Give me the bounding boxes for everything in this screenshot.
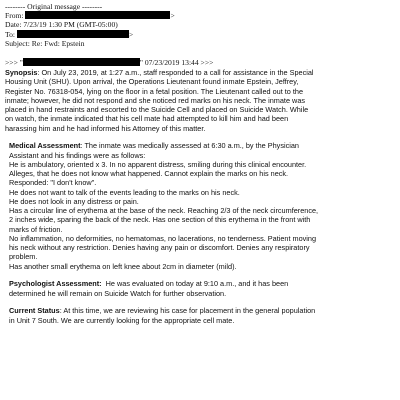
medical-line: He is ambulatory, oriented x 3. In no apparent distress, smiling during this clinical encounter.	[9, 159, 307, 169]
message-body	[5, 68, 397, 325]
synopsis-line: inmate; however, he did not respond and she noticed red marks on his neck. The inmate was	[5, 95, 306, 105]
email-document	[5, 2, 397, 325]
current-status-line: : At this time, we are reviewing his case for placement in the general population	[59, 306, 316, 316]
current-status-section	[5, 306, 397, 325]
current-status-line: in Unit 7 South. We are currently looking for the appropriate cell mate.	[9, 315, 235, 325]
psychologist-label: Psychologist Assessment:	[9, 279, 102, 289]
to-trail: >	[128, 29, 134, 39]
redacted-forward-sender	[23, 58, 140, 66]
medical-line: Responded: "I don't know".	[9, 178, 97, 188]
synopsis-line: harassing him and he had informed his Attorney of this matter.	[5, 123, 206, 133]
email-header	[5, 2, 397, 67]
psychologist-line: He was evaluated on today at 9:10 a.m., and it has been	[101, 279, 289, 289]
current-status-label: Current Status	[9, 306, 60, 316]
to-label: To:	[5, 29, 16, 39]
subject-line: Subject: Re: Fwd: Epstein	[5, 38, 85, 48]
forward-prefix: >>> "	[5, 58, 23, 68]
medical-line: his neck without any restriction. Denies having any pain or discomfort. Denies any respiratory	[9, 243, 310, 253]
synopsis-section	[5, 68, 397, 133]
forward-header	[5, 58, 397, 67]
medical-line: 2 inches wide, sparing the back of the neck. Has one section of this erythema in the front with	[9, 215, 311, 225]
medical-line: Alleges, that he does not know what happened. Cannot explain the marks on his neck.	[9, 169, 289, 179]
medical-line: He does not look in any distress or pain.	[9, 196, 139, 206]
medical-line: Has a circular line of erythema at the base of the neck. Reaching 2/3 of the neck circumference,	[9, 206, 319, 216]
synopsis-label: Synopsis	[5, 68, 38, 78]
medical-line: Has another small erythema on left knee about 2cm in diameter (mild).	[9, 261, 237, 271]
synopsis-line: placed in hand restraints and escorted to the Suicide Cell and placed on Suicide Watch. While	[5, 105, 309, 115]
from-label: From:	[5, 11, 24, 21]
date-line: Date: 7/23/19 1:30 PM (GMT-05:00)	[5, 20, 118, 30]
forward-suffix: " 07/23/2019 13:44 >>>	[139, 58, 214, 68]
medical-line: Assistant and his findings were as follows:	[9, 150, 146, 160]
synopsis-line: : On July 23, 2019, at 1:27 a.m., staff responded to a call for assistance in the Special	[37, 68, 314, 78]
to-line	[5, 30, 397, 39]
medical-line: problem.	[9, 252, 38, 262]
redacted-to-address	[17, 30, 129, 38]
synopsis-line: Housing Unit (SHU). Upon arrival, the Operations Lieutenant found inmate Epstein, Jeffrey,	[5, 77, 299, 87]
medical-label: Medical Assessment	[9, 141, 81, 151]
medical-section	[5, 141, 397, 271]
from-line	[5, 11, 397, 20]
original-message-label: -------- Original message --------	[5, 2, 103, 11]
medical-line: No inflammation, no deformities, no hematomas, no lacerations, no tenderness. Patient moving	[9, 233, 317, 243]
medical-line: marks of friction.	[9, 224, 63, 234]
redacted-from-address	[25, 11, 170, 19]
medical-line: He does not want to talk of the events leading to the marks on his neck.	[9, 187, 240, 197]
synopsis-line: Register No. 76318-054, lying on the floor in a fetal position. The Lieutenant called out to the	[5, 86, 304, 96]
psychologist-section	[5, 279, 397, 298]
medical-line: : The inmate was medically assessed at 6:30 a.m., by the Physician	[80, 141, 299, 151]
from-trail: >	[170, 11, 175, 21]
synopsis-line: on watch, the inmate indicated that his cell mate had attempted to kill him and had been	[5, 114, 289, 124]
psychologist-line: determined he will remain on Suicide Watch for further observation.	[9, 288, 227, 298]
